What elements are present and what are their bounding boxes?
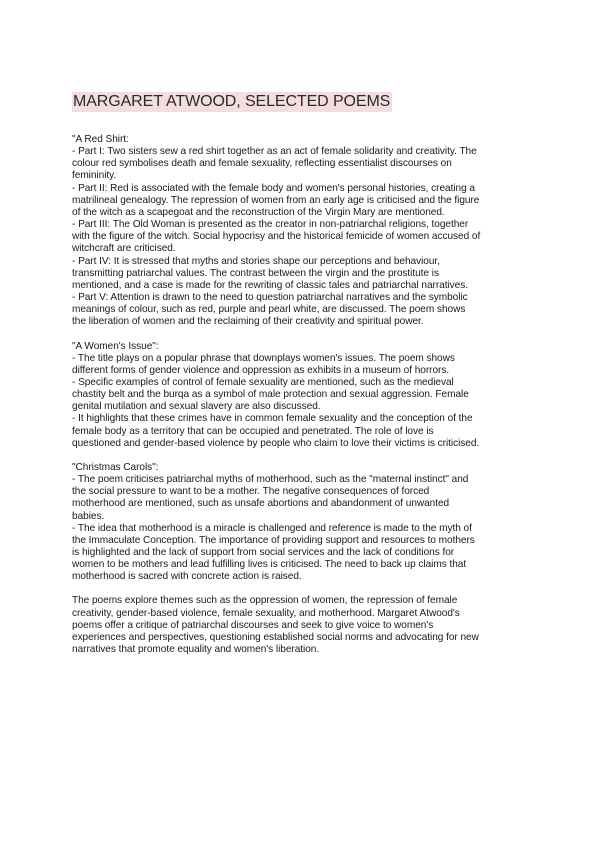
text-line: the Immaculate Conception. The importance of providing support and resources to mothers <box>72 534 475 546</box>
text-line: - Specific examples of control of female sexuality are mentioned, such as the medieval <box>72 376 454 388</box>
text-line: colour red symbolises death and female sexuality, reflecting essentialist discourses on <box>72 158 452 170</box>
text-line: "A Red Shirt: <box>72 134 129 145</box>
text-line: creativity, gender-based violence, female sexuality, and motherhood. Margaret Atwood's <box>72 607 460 619</box>
page-title: MARGARET ATWOOD, SELECTED POEMS <box>73 93 391 110</box>
section-christmas-carols <box>72 462 530 584</box>
text-line: witchcraft are criticised. <box>72 243 176 255</box>
text-line: - Part I: Two sisters sew a red shirt together as an act of female solidarity and creativity. The <box>72 146 477 158</box>
text-line: matrilineal genealogy. The repression of women from an early age is criticised and the figure <box>72 194 480 206</box>
text-line: - Part III: The Old Woman is presented as the creator in non-patriarchal religions, together <box>72 219 469 231</box>
document-page <box>72 92 530 668</box>
text-line: meanings of colour, such as red, purple and pearl white, are discussed. The poem shows <box>72 304 466 316</box>
text-line: is highlighted and the lack of support from social services and the lack of conditions for <box>72 547 455 558</box>
text-line: the liberation of women and the reclaiming of their creativity and spiritual power. <box>72 316 424 328</box>
text-line: motherhood is sacred with concrete action is raised. <box>72 571 302 583</box>
text-line: "Christmas Carols": <box>72 461 159 473</box>
section-a-womens-issue <box>72 341 530 450</box>
text-line: questioned and gender-based violence by people who claim to love their victims is criticised. <box>72 437 480 449</box>
text-line: "A Women's Issue": <box>72 340 159 352</box>
text-line: transmitting patriarchal values. The contrast between the virgin and the prostitute is <box>72 267 439 279</box>
text-line: - The title plays on a popular phrase that downplays women's issues. The poem shows <box>72 352 455 364</box>
text-line: different forms of gender violence and oppression as exhibits in a museum of horrors. <box>72 364 450 376</box>
text-line: of the witch as a scapegoat and the reconstruction of the Virgin Mary are mentioned. <box>72 206 445 218</box>
text-line: narratives that promote equality and women's liberation. <box>72 644 320 656</box>
text-line: The poems explore themes such as the oppression of women, the repression of female <box>72 595 458 607</box>
text-line: experiences and perspectives, questioning established social norms and advocating for new <box>72 631 479 643</box>
text-line: - The idea that motherhood is a miracle is challenged and reference is made to the myth of <box>72 522 472 534</box>
text-line: - Part IV: It is stressed that myths and stories shape our perceptions and behaviour, <box>72 255 440 267</box>
section-conclusion <box>72 595 530 656</box>
section-a-red-shirt <box>72 134 530 329</box>
text-line: mentioned, and a case is made for the rewriting of classic tales and patriarchal narratives. <box>72 279 468 291</box>
text-line: the social pressure to want to be a mother. The negative consequences of forced <box>72 486 430 498</box>
text-line: - Part II: Red is associated with the female body and women's personal histories, creating a <box>72 182 475 194</box>
text-line: female body as a territory that can be occupied and penetrated. The role of love is <box>72 425 434 437</box>
text-line: motherhood are mentioned, such as unsafe abortions and abandonment of unwanted <box>72 498 450 510</box>
text-line: babies. <box>72 510 105 522</box>
text-line: women to be mothers and lead fulfilling lives is criticised. The need to back up claims that <box>72 559 467 571</box>
text-line: - The poem criticises patriarchal myths of motherhood, such as the "maternal instinct" and <box>72 474 469 486</box>
text-line: poems offer a critique of patriarchal discourses and seek to give voice to women's <box>72 619 434 631</box>
text-line: chastity belt and the burqa as a symbol of male protection and sexual aggression. Female <box>72 389 469 401</box>
text-line: with the figure of the witch. Social hypocrisy and the historical femicide of women accused of <box>72 231 481 243</box>
text-line: genital mutilation and sexual slavery are also discussed. <box>72 401 321 413</box>
text-line: - Part V: Attention is drawn to the need to question patriarchal narratives and the symbolic <box>72 292 468 304</box>
text-line: - It highlights that these crimes have in common female sexuality and the conception of the <box>72 413 473 425</box>
text-line: femininity. <box>72 170 117 182</box>
